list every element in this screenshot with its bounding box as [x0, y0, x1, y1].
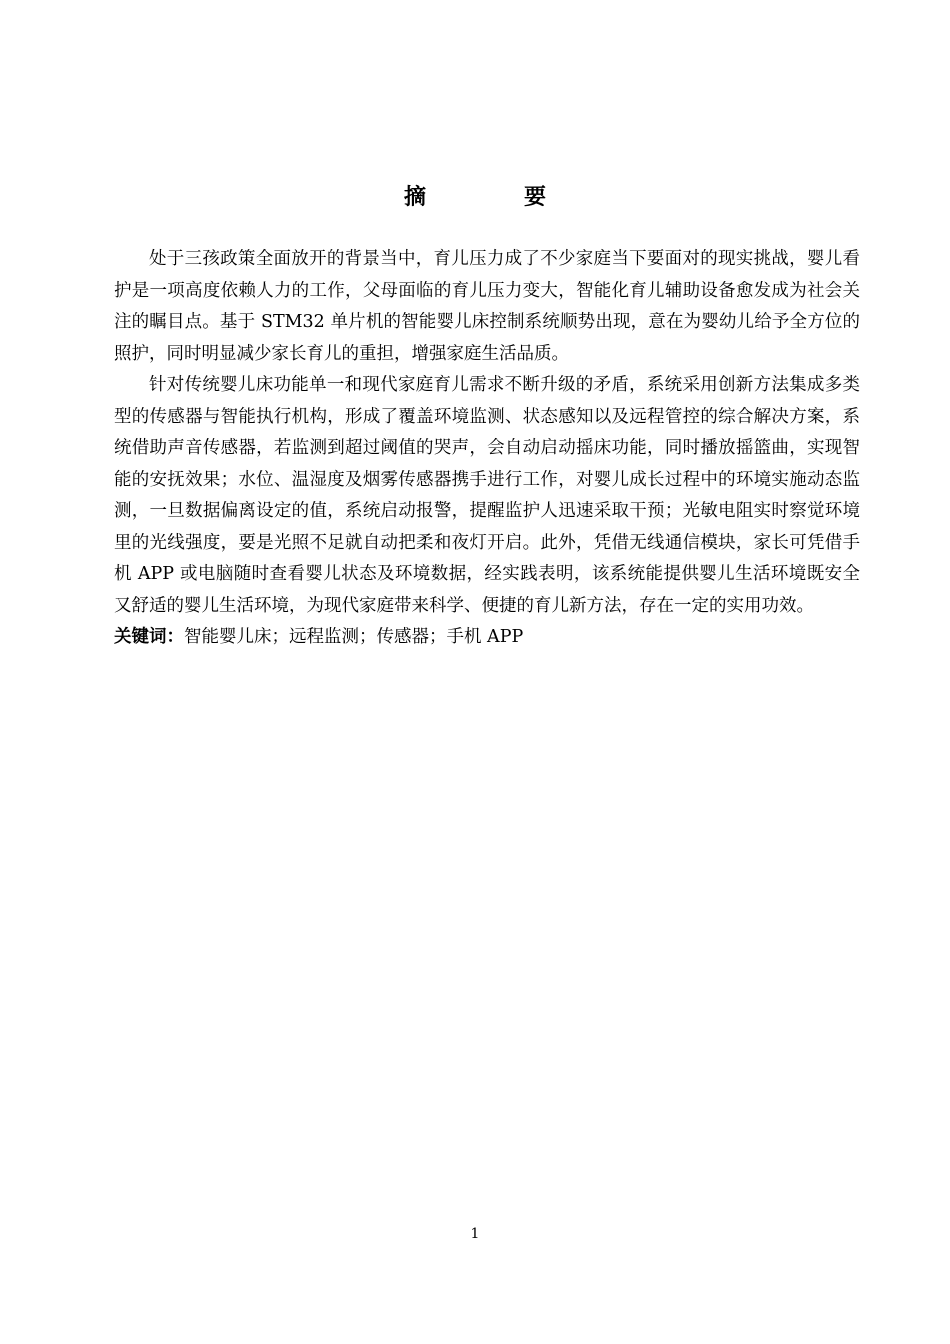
keywords-text: 智能婴儿床；远程监测；传感器；手机 APP	[184, 627, 524, 647]
abstract-body	[114, 244, 860, 654]
keywords-label: 关键词：	[114, 627, 184, 647]
page-number: 1	[470, 1226, 480, 1242]
keywords-line	[114, 622, 860, 654]
abstract-paragraph-1: 处于三孩政策全面放开的背景当中，育儿压力成了不少家庭当下要面对的现实挑战，婴儿看护是一项高度依赖人力的工作，父母面临的育儿压力变大，智能化育儿辅助设备愈发成为社会关注的瞩目点。基于 STM32 单片机的智能婴儿床控制系统顺势出现，意在为婴幼儿给予全方位的照护，同时明显减少家长育儿的重担，增强家庭生活品质。	[114, 249, 860, 364]
abstract-title: 摘 要	[403, 185, 584, 210]
abstract-paragraph-2: 针对传统婴儿床功能单一和现代家庭育儿需求不断升级的矛盾，系统采用创新方法集成多类型的传感器与智能执行机构，形成了覆盖环境监测、状态感知以及远程管控的综合解决方案，系统借助声音传感器，若监测到超过阈值的哭声，会自动启动摇床功能，同时播放摇篮曲，实现智能的安抚效果；水位、温湿度及烟雾传感器携手进行工作，对婴儿成长过程中的环境实施动态监测，一旦数据偏离设定的值，系统启动报警，提醒监护人迅速采取干预；光敏电阻实时察觉环境里的光线强度，要是光照不足就自动把柔和夜灯开启。此外，凭借无线通信模块，家长可凭借手机 APP 或电脑随时查看婴儿状态及环境数据，经实践表明，该系统能提供婴儿生活环境既安全又舒适的婴儿生活环境，为现代家庭带来科学、便捷的育儿新方法，存在一定的实用功效。	[114, 375, 860, 616]
